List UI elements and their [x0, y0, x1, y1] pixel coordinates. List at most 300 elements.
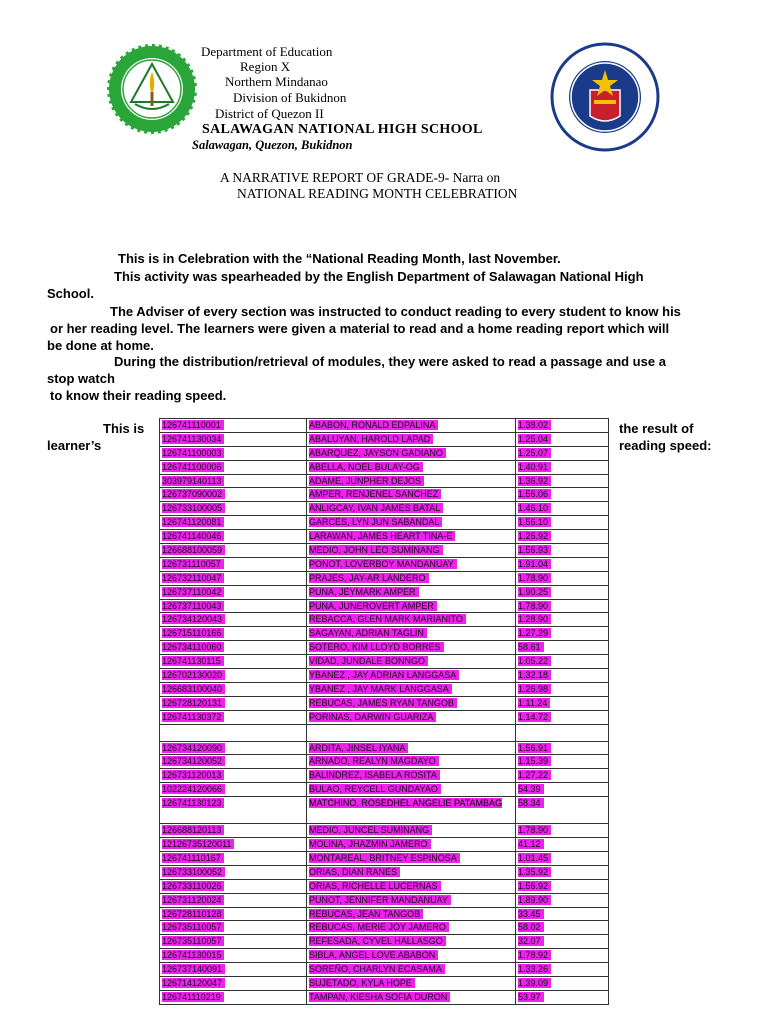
lrn-cell	[160, 824, 307, 838]
name-text: PRAJES, JAY-AR LANDERO	[309, 573, 429, 583]
time-text: 58.61	[518, 642, 544, 652]
table-row	[160, 627, 609, 641]
time-cell	[516, 460, 609, 474]
reading-speed-table-body	[160, 419, 609, 1005]
time-text: 1.38.02	[518, 420, 551, 430]
area-line: Northern Mindanao	[225, 74, 328, 89]
table-row	[160, 838, 609, 852]
name-cell	[307, 599, 516, 613]
lrn-text: 126737090002	[162, 489, 225, 499]
lrn-text: 126741120081	[162, 517, 224, 527]
name-cell	[307, 949, 516, 963]
name-cell	[307, 585, 516, 599]
time-text: 1.36.92	[518, 476, 551, 486]
table-row	[160, 963, 609, 977]
region-line: Region X	[240, 59, 291, 74]
lrn-text: 126734120090	[162, 743, 225, 753]
time-text: 53.97	[518, 992, 544, 1002]
time-text: 1.78.90	[518, 601, 551, 611]
time-text: 1.11.24	[518, 698, 550, 708]
time-cell	[516, 696, 609, 710]
name-cell	[307, 419, 516, 433]
name-cell	[307, 502, 516, 516]
time-cell	[516, 838, 609, 852]
name-cell	[307, 921, 516, 935]
time-text: 1.27.22	[518, 770, 551, 780]
name-cell	[307, 865, 516, 879]
name-text: YBANEZ , JAY ADRIAN LANGGASA	[309, 670, 459, 680]
name-cell	[307, 783, 516, 797]
lrn-text: 126734120052	[162, 756, 225, 766]
lrn-text: 126702130020	[162, 670, 225, 680]
lrn-text: 126688120113	[162, 825, 224, 835]
time-text: 1.27.29	[518, 628, 551, 638]
lrn-cell	[160, 696, 307, 710]
name-cell	[307, 460, 516, 474]
time-text: 1.32.18	[518, 670, 551, 680]
time-cell	[516, 585, 609, 599]
time-cell	[516, 655, 609, 669]
school-address: Salawagan, Quezon, Bukidnon	[192, 138, 353, 152]
lrn-text: 126741110219	[162, 992, 224, 1002]
time-cell	[516, 710, 609, 724]
table-row	[160, 879, 609, 893]
lrn-cell	[160, 516, 307, 530]
time-cell	[516, 682, 609, 696]
lrn-cell	[160, 755, 307, 769]
lrn-text: 126688100059	[162, 545, 225, 555]
name-cell	[307, 797, 516, 824]
time-cell	[516, 907, 609, 921]
table-row	[160, 641, 609, 655]
lrn-cell	[160, 797, 307, 824]
paragraph-1: This is in Celebration with the “National Reading Month, last November.	[118, 251, 561, 266]
name-cell	[307, 516, 516, 530]
table-row	[160, 741, 609, 755]
lrn-cell	[160, 613, 307, 627]
name-cell	[307, 907, 516, 921]
time-text: 1.56.10	[518, 517, 551, 527]
name-cell	[307, 446, 516, 460]
time-cell	[516, 783, 609, 797]
name-text: AMPER, RENJENEL SANCHEZ	[309, 489, 441, 499]
lrn-cell	[160, 865, 307, 879]
table-row	[160, 990, 609, 1004]
table-row	[160, 669, 609, 683]
name-cell	[307, 963, 516, 977]
table-row	[160, 530, 609, 544]
table-row	[160, 755, 609, 769]
time-cell	[516, 851, 609, 865]
lrn-text: 126731120024	[162, 895, 224, 905]
table-row	[160, 599, 609, 613]
time-text: 1.39.09	[518, 978, 551, 988]
table-row	[160, 571, 609, 585]
lrn-text: 126731120013	[162, 770, 224, 780]
lrn-text: 303979140113	[162, 476, 224, 486]
lrn-cell	[160, 935, 307, 949]
time-text: 1.78.90	[518, 825, 551, 835]
time-text: 1.56.92	[518, 881, 551, 891]
time-text: 1.15.39	[518, 756, 551, 766]
time-text: 1.46.10	[518, 503, 551, 513]
name-text: MEDIO, JOHN LEO SUMINANG	[309, 545, 443, 555]
lrn-cell	[160, 502, 307, 516]
name-cell	[307, 893, 516, 907]
intro-this-is: This is	[103, 421, 145, 436]
lrn-cell	[160, 851, 307, 865]
lrn-cell	[160, 990, 307, 1004]
lrn-cell	[160, 641, 307, 655]
name-text: PUNA, JEYMARK AMPER	[309, 587, 419, 597]
name-cell	[307, 641, 516, 655]
name-text: ORIAS, RICHELLE LUCERNAS	[309, 881, 441, 891]
time-text: 1.91.04	[518, 559, 551, 569]
lrn-text: 126741130372	[162, 712, 224, 722]
lrn-cell	[160, 963, 307, 977]
name-text: SAGAYAN, ADRIAN TAGLIN	[309, 628, 427, 638]
lrn-text: 126735110057	[162, 922, 224, 932]
time-text: 1.56.93	[518, 545, 551, 555]
table-row	[160, 696, 609, 710]
lrn-text: 126683100040	[162, 684, 225, 694]
name-text: BULAO, REYCELL GUNDAYAO	[309, 784, 441, 794]
name-text: GARCES, LYN JUN SABANDAL	[309, 517, 442, 527]
time-text: 1.90.25	[518, 587, 551, 597]
time-text: 1.28.90	[518, 614, 551, 624]
name-text: PORINAS, DARWIN GUARIZA	[309, 712, 436, 722]
table-row	[160, 516, 609, 530]
lrn-cell	[160, 769, 307, 783]
paragraph-3-line3: be done at home.	[47, 338, 154, 353]
time-cell	[516, 571, 609, 585]
lrn-cell	[160, 976, 307, 990]
name-text: ABELLA, NOEL BULAY-OG	[309, 462, 423, 472]
lrn-cell	[160, 741, 307, 755]
empty-cell	[307, 724, 516, 741]
time-cell	[516, 613, 609, 627]
lrn-text: 126734120043	[162, 614, 225, 624]
time-cell	[516, 824, 609, 838]
empty-cell	[516, 724, 609, 741]
table-row	[160, 502, 609, 516]
lrn-cell	[160, 921, 307, 935]
lrn-cell	[160, 585, 307, 599]
lrn-text: 126714120047	[162, 978, 225, 988]
time-cell	[516, 976, 609, 990]
time-cell	[516, 755, 609, 769]
paragraph-2-line1: This activity was spearheaded by the English Department of Salawagan National High	[114, 269, 644, 284]
district-line: District of Quezon II	[215, 106, 324, 121]
name-text: PUNOT, JENNIFER MANDANUAY	[309, 895, 451, 905]
table-row	[160, 976, 609, 990]
lrn-text: 126728120131	[162, 698, 225, 708]
time-cell	[516, 865, 609, 879]
name-cell	[307, 488, 516, 502]
name-text: REBUCAS, MERIE JOY JAMERO	[309, 922, 449, 932]
name-cell	[307, 990, 516, 1004]
time-text: 58.34	[518, 798, 544, 808]
name-cell	[307, 474, 516, 488]
time-cell	[516, 516, 609, 530]
time-text: 1.25.04	[518, 434, 551, 444]
name-text: YBANEZ , JAY MARK LANGGASA	[309, 684, 452, 694]
table-row	[160, 488, 609, 502]
time-text: 1.56.06	[518, 489, 551, 499]
name-text: SOREÑO, CHARLYN ECASAMA	[309, 964, 445, 974]
name-text: SOTERO, KIM LLOYD BORRES	[309, 642, 444, 652]
name-text: VIDAD, JUNDALE BONNGO	[309, 656, 428, 666]
lrn-cell	[160, 557, 307, 571]
lrn-cell	[160, 682, 307, 696]
table-row	[160, 446, 609, 460]
division-line: Division of Bukidnon	[233, 90, 347, 105]
lrn-cell	[160, 949, 307, 963]
lrn-cell	[160, 669, 307, 683]
lrn-text: 126733110026	[162, 881, 224, 891]
lrn-cell	[160, 838, 307, 852]
name-text: REBUCAS, JAMES RYAN TANGOB	[309, 698, 457, 708]
name-cell	[307, 557, 516, 571]
time-text: 1.35.92	[518, 867, 551, 877]
lrn-text: 12126735120011	[162, 839, 234, 849]
name-text: PUNA, JUNEROVERT AMPER	[309, 601, 437, 611]
table-row	[160, 824, 609, 838]
lrn-text: 126715110166	[162, 628, 224, 638]
name-cell	[307, 669, 516, 683]
time-cell	[516, 641, 609, 655]
name-cell	[307, 696, 516, 710]
table-row	[160, 710, 609, 724]
name-cell	[307, 741, 516, 755]
report-title-line1: A NARRATIVE REPORT OF GRADE-9- Narra on	[220, 170, 501, 185]
time-cell	[516, 935, 609, 949]
lrn-text: 126734110060	[162, 642, 224, 652]
lrn-cell	[160, 710, 307, 724]
table-row	[160, 682, 609, 696]
name-cell	[307, 571, 516, 585]
table-row	[160, 797, 609, 824]
table-row	[160, 613, 609, 627]
lrn-cell	[160, 627, 307, 641]
lrn-cell	[160, 474, 307, 488]
name-text: ARDITA, JINSEL IYANA	[309, 743, 408, 753]
name-text: ABARQUEZ, JAYSON GADIANO	[309, 448, 446, 458]
time-text: 1.01.45	[518, 853, 551, 863]
lrn-text: 126733100005	[162, 503, 225, 513]
table-row	[160, 949, 609, 963]
time-text: 1.05.22	[518, 656, 551, 666]
table-row	[160, 907, 609, 921]
table-row	[160, 851, 609, 865]
time-cell	[516, 963, 609, 977]
time-text: 32.07	[518, 936, 544, 946]
lrn-text: 126741130115	[162, 656, 224, 666]
lrn-text: 126741100003	[162, 448, 224, 458]
table-row	[160, 585, 609, 599]
paragraph-2-line2: School.	[47, 286, 94, 301]
lrn-text: 126741130015	[162, 950, 224, 960]
table-row	[160, 935, 609, 949]
lrn-text: 126737110043	[162, 601, 224, 611]
name-text: ABABON, RONALD EDPALINA	[309, 420, 438, 430]
name-cell	[307, 627, 516, 641]
lrn-cell	[160, 783, 307, 797]
table-row	[160, 474, 609, 488]
name-cell	[307, 655, 516, 669]
time-text: 1.26.98	[518, 684, 551, 694]
table-row	[160, 655, 609, 669]
lrn-cell	[160, 879, 307, 893]
time-cell	[516, 627, 609, 641]
paragraph-4-line2: stop watch	[47, 371, 115, 386]
name-text: ARNADO, REALYN MAGDAYO	[309, 756, 439, 766]
name-text: ADAME, JUNPHER DEJOS	[309, 476, 424, 486]
lrn-text: 126741130034	[162, 434, 224, 444]
name-text: REFESADA, CYVEL HALLASGO	[309, 936, 446, 946]
table-row	[160, 783, 609, 797]
time-text: 1.33.26	[518, 964, 551, 974]
lrn-text: 126733100052	[162, 867, 225, 877]
time-text: 1.78.92	[518, 950, 551, 960]
time-text: 54.39	[518, 784, 544, 794]
name-cell	[307, 976, 516, 990]
time-text: 58.02	[518, 922, 544, 932]
name-cell	[307, 755, 516, 769]
time-cell	[516, 893, 609, 907]
lrn-text: 126741110001	[162, 420, 224, 430]
time-cell	[516, 921, 609, 935]
paragraph-3-line2: or her reading level. The learners were given a material to read and a home reading report which will	[50, 321, 670, 336]
table-row	[160, 460, 609, 474]
time-cell	[516, 599, 609, 613]
time-text: 1.89.90	[518, 895, 551, 905]
time-cell	[516, 949, 609, 963]
name-text: MONTAREAL, BRITNEY ESPINOSA	[309, 853, 460, 863]
name-cell	[307, 838, 516, 852]
time-cell	[516, 557, 609, 571]
time-cell	[516, 769, 609, 783]
name-cell	[307, 935, 516, 949]
lrn-cell	[160, 488, 307, 502]
intro-learners: learner’s	[47, 438, 102, 453]
name-cell	[307, 879, 516, 893]
lrn-cell	[160, 907, 307, 921]
lrn-text: 126741130123	[162, 798, 224, 808]
report-title-line2: NATIONAL READING MONTH CELEBRATION	[237, 186, 518, 201]
paragraph-4-line3: to know their reading speed.	[50, 388, 227, 403]
time-cell	[516, 797, 609, 824]
lrn-cell	[160, 893, 307, 907]
time-text: 1.25.07	[518, 448, 551, 458]
name-cell	[307, 710, 516, 724]
time-text: 1.14.72	[518, 712, 551, 722]
name-cell	[307, 613, 516, 627]
time-text: 1.78.90	[518, 573, 551, 583]
school-seal-logo	[105, 42, 199, 136]
name-cell	[307, 544, 516, 558]
name-text: SUJETADO, KYLA HOPE	[309, 978, 415, 988]
time-cell	[516, 669, 609, 683]
name-text: TAMPAN, KIESHA SOFIA DURON	[309, 992, 450, 1002]
time-text: 41.12	[518, 839, 544, 849]
name-text: MOLINA, JHAZMIN JAMERO	[309, 839, 431, 849]
name-text: ANLIGCAY, IVAN JAMES BATAL	[309, 503, 443, 513]
paragraph-4-line1: During the distribution/retrieval of modules, they were asked to read a passage and use a	[114, 354, 666, 369]
table-row	[160, 921, 609, 935]
name-text: PONOT, LOVERBOY MANDANUAY	[309, 559, 457, 569]
deped-seal-logo	[550, 42, 660, 152]
lrn-cell	[160, 571, 307, 585]
table-row	[160, 893, 609, 907]
empty-cell	[160, 724, 307, 741]
time-cell	[516, 544, 609, 558]
name-text: REBUCAS, JEAN TANGOB	[309, 909, 423, 919]
time-cell	[516, 474, 609, 488]
time-cell	[516, 741, 609, 755]
time-text: 1.40.91	[518, 462, 551, 472]
name-cell	[307, 769, 516, 783]
name-text: MEDIO, JUNCEL SUMINANG	[309, 825, 432, 835]
name-text: ORIAS, DIAN RANES	[309, 867, 400, 877]
name-text: SIBLA, ANGEL LOVE ABABON	[309, 950, 438, 960]
time-cell	[516, 419, 609, 433]
lrn-cell	[160, 419, 307, 433]
name-cell	[307, 824, 516, 838]
lrn-text: 126737110042	[162, 587, 224, 597]
intro-reading-speed: reading speed:	[619, 438, 712, 453]
lrn-cell	[160, 460, 307, 474]
table-row	[160, 865, 609, 879]
table-row	[160, 544, 609, 558]
name-text: ABALUYAN, HAROLD LAPAD	[309, 434, 433, 444]
name-text: MATCHINO, ROSEDHEL ANGELIE PATAMBAG	[309, 798, 503, 809]
lrn-cell	[160, 432, 307, 446]
time-cell	[516, 530, 609, 544]
lrn-text: 126735110057	[162, 936, 224, 946]
reading-speed-table	[159, 418, 609, 1005]
lrn-cell	[160, 530, 307, 544]
lrn-text: 126728110128	[162, 909, 224, 919]
school-name: SALAWAGAN NATIONAL HIGH SCHOOL	[202, 122, 483, 137]
table-row	[160, 432, 609, 446]
lrn-text: 126741140046	[162, 531, 224, 541]
table-row	[160, 769, 609, 783]
name-text: LARAWAN, JAMES HEART TINA-E	[309, 531, 455, 541]
lrn-cell	[160, 599, 307, 613]
time-text: 33.45	[518, 909, 544, 919]
lrn-text: 126741110167	[162, 853, 224, 863]
lrn-cell	[160, 446, 307, 460]
lrn-text: 126731110057	[162, 559, 224, 569]
time-text: 1.26.92	[518, 531, 551, 541]
lrn-text: 126741100006	[162, 462, 224, 472]
name-cell	[307, 682, 516, 696]
time-text: 1.56.91	[518, 743, 551, 753]
time-cell	[516, 446, 609, 460]
name-cell	[307, 851, 516, 865]
time-cell	[516, 432, 609, 446]
table-row	[160, 557, 609, 571]
separator-row	[160, 724, 609, 741]
time-cell	[516, 990, 609, 1004]
lrn-text: 126737140091	[162, 964, 225, 974]
paragraph-3-line1: The Adviser of every section was instructed to conduct reading to every student to know his	[110, 304, 681, 319]
name-text: BALINDREZ, ISABELA ROSITA	[309, 770, 440, 780]
time-cell	[516, 488, 609, 502]
intro-result-of: the result of	[619, 421, 694, 436]
lrn-cell	[160, 655, 307, 669]
